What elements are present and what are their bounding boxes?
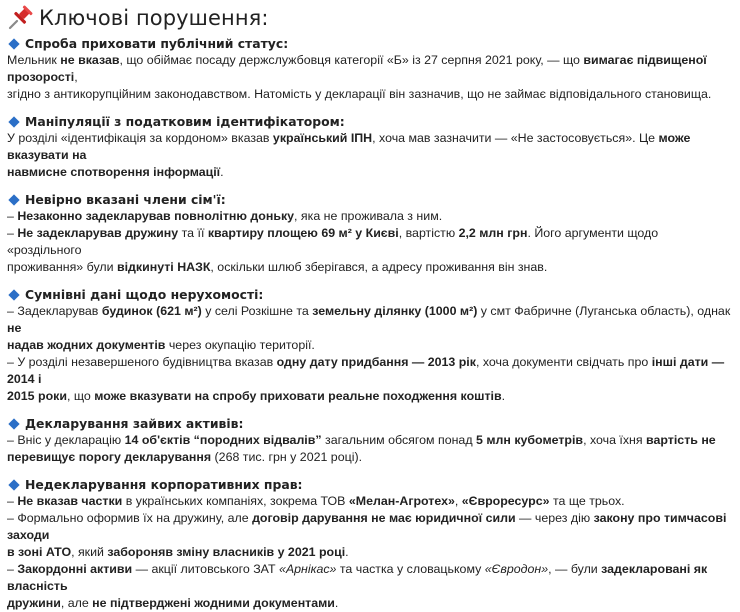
bold-text: земельну ділянку (1000 м²)	[312, 304, 478, 318]
bold-text: дружини	[7, 596, 61, 610]
bold-text: відкинуті НАЗК	[116, 260, 211, 274]
blue-diamond-icon	[8, 38, 19, 49]
bold-text: 2,2 млн грн	[458, 226, 528, 240]
text-line	[7, 510, 732, 544]
text-segment: . Його аргументи щодо «роздільного	[7, 226, 659, 257]
pushpin-icon	[7, 5, 33, 31]
bold-text: інші дати — 2014 і	[7, 355, 725, 386]
bold-text: 5 млн кубометрів	[476, 433, 584, 447]
text-segment: у селі Розкішне та	[201, 304, 313, 318]
section-heading	[7, 415, 740, 432]
section-heading-text: Сумнівні дані щодо нерухомості:	[25, 287, 264, 302]
section-body	[7, 208, 732, 276]
text-segment: , оскільки шлюб зберігався, а адресу проживання він знав.	[210, 260, 548, 274]
text-segment: , хоча мав зазначити — «Не застосовується». Це	[372, 131, 659, 145]
text-line	[7, 449, 732, 466]
section	[7, 286, 740, 405]
text-segment: – У розділі незавершеного будівництва вказав	[7, 355, 277, 369]
section-body	[7, 303, 732, 405]
text-segment: , що обіймає посаду держслужбовця категорії «Б» із 27 серпня 2021 року, — що	[119, 53, 584, 67]
text-segment: та ще трьох.	[549, 494, 625, 508]
text-segment: .	[501, 389, 506, 403]
text-segment: , хоча їхня	[583, 433, 647, 447]
text-segment: — через дію	[515, 511, 594, 525]
text-segment: (268 тис. грн у 2021 році).	[211, 450, 363, 464]
text-segment: у смт Фабричне (Луганська область), однак	[477, 304, 731, 318]
section-body	[7, 432, 732, 466]
bold-text: не підтверджені жодними документами	[92, 596, 335, 610]
text-line	[7, 208, 732, 225]
text-line	[7, 303, 732, 337]
text-line	[7, 544, 732, 561]
text-segment: — акції литовського ЗАТ	[132, 562, 279, 576]
section	[7, 191, 740, 276]
bold-text: задекларовані як власність	[7, 562, 708, 593]
section	[7, 113, 740, 181]
section	[7, 35, 740, 103]
bold-text: може вказувати на	[7, 131, 691, 162]
bold-text: «Мелан-Агротех»	[348, 494, 455, 508]
text-segment: ,	[74, 70, 78, 84]
text-line	[7, 388, 732, 405]
text-segment: Мельник	[7, 53, 61, 67]
text-segment: .	[220, 165, 224, 179]
text-segment: та її	[178, 226, 208, 240]
bold-text: може вказувати на спробу приховати реальне походження коштів	[94, 389, 502, 403]
bold-text: навмисне спотворення інформації	[7, 165, 221, 179]
section-heading	[7, 286, 740, 303]
text-segment: – Вніс у декларацію	[7, 433, 125, 447]
text-segment: , що	[66, 389, 95, 403]
section-heading	[7, 113, 740, 130]
text-line	[7, 337, 732, 354]
text-segment: проживання» були	[7, 260, 117, 274]
text-segment: .	[345, 545, 349, 559]
text-segment: та частка у словацькому	[336, 562, 485, 576]
text-segment: , але	[60, 596, 93, 610]
blue-diamond-icon	[8, 116, 19, 127]
text-line	[7, 259, 732, 276]
text-segment: в українських компаніях, зокрема ТОВ	[122, 494, 349, 508]
text-segment: , хоча документи свідчать про	[475, 355, 652, 369]
text-segment: –	[7, 209, 18, 223]
text-line	[7, 130, 732, 164]
italic-text: «Євродон»	[484, 562, 549, 576]
blue-diamond-icon	[8, 194, 19, 205]
bold-text: одну дату придбання — 2013 рік	[276, 355, 476, 369]
section	[7, 476, 740, 612]
bold-text: в зоні АТО	[7, 545, 72, 559]
italic-text: «Арнікас»	[279, 562, 337, 576]
bold-text: надав жодних документів	[7, 338, 166, 352]
bold-text: забороняв зміну власників у 2021 році	[107, 545, 346, 559]
bold-text: не вказав	[60, 53, 120, 67]
blue-diamond-icon	[8, 289, 19, 300]
text-segment: , вартістю	[398, 226, 459, 240]
text-segment: –	[7, 562, 18, 576]
text-segment: .	[334, 596, 339, 610]
bold-text: Не вказав частки	[17, 494, 123, 508]
text-line	[7, 595, 732, 612]
page-title: Ключові порушення:	[39, 6, 269, 30]
bold-text: вимагає підвищеної прозорості	[7, 53, 707, 84]
section-heading-text: Спроба приховати публічний статус:	[25, 36, 289, 51]
section-body	[7, 493, 732, 612]
blue-diamond-icon	[8, 418, 19, 429]
section-heading-text: Невірно вказані члени сім'ї:	[25, 192, 226, 207]
bold-text: будинок (621 м²)	[101, 304, 202, 318]
text-segment: , який	[71, 545, 108, 559]
text-line	[7, 493, 732, 510]
text-segment: загальним обсягом понад	[321, 433, 477, 447]
bold-text: Не задекларував дружину	[17, 226, 179, 240]
bold-text: 2015 роки	[7, 389, 67, 403]
blue-diamond-icon	[8, 479, 19, 490]
bold-text: квартиру площею 69 м² у Києві	[207, 226, 399, 240]
bold-text: Закордонні активи	[17, 562, 133, 576]
text-line	[7, 354, 732, 388]
text-segment: – Задекларував	[7, 304, 102, 318]
section-body	[7, 52, 732, 103]
bold-text: «Євроресурс»	[461, 494, 550, 508]
text-line	[7, 164, 732, 181]
text-segment: У розділі «ідентифікація за кордоном» вказав	[7, 131, 273, 145]
text-segment: – Формально оформив їх на дружину, але	[7, 511, 253, 525]
section-heading	[7, 476, 740, 493]
text-line	[7, 86, 732, 103]
text-segment: ,	[454, 494, 462, 508]
section-heading-text: Декларування зайвих активів:	[25, 416, 244, 431]
bold-text: договір дарування не має юридичної сили	[252, 511, 516, 525]
section	[7, 415, 740, 466]
bold-text: вартість не	[646, 433, 716, 447]
bold-text: перевищує порогу декларування	[7, 450, 212, 464]
text-line	[7, 432, 732, 449]
text-segment: , — були	[548, 562, 602, 576]
section-heading	[7, 191, 740, 208]
text-segment: згідно з антикорупційним законодавством. Натомість у декларації він зазначив, що не займає відповідального становища.	[7, 87, 712, 101]
section-heading-text: Маніпуляції з податковим ідентифікатором:	[25, 114, 345, 129]
section-body	[7, 130, 732, 181]
text-segment: , яка не проживала з ним.	[294, 209, 443, 223]
section-heading	[7, 35, 740, 52]
bold-text: 14 об'єктів “породних відвалів”	[124, 433, 322, 447]
section-heading-text: Недекларування корпоративних прав:	[25, 477, 303, 492]
bold-text: Незаконно задекларував повнолітню доньку	[17, 209, 295, 223]
bold-text: український ІПН	[272, 131, 373, 145]
text-segment: –	[7, 494, 18, 508]
text-segment: через окупацію території.	[165, 338, 315, 352]
bold-text: закону про тимчасові заходи	[7, 511, 727, 542]
bold-text: не	[7, 321, 22, 335]
text-line	[7, 561, 732, 595]
text-line	[7, 225, 732, 259]
text-segment: –	[7, 226, 18, 240]
text-line	[7, 52, 732, 86]
header	[7, 4, 740, 32]
sections-list	[7, 35, 740, 612]
